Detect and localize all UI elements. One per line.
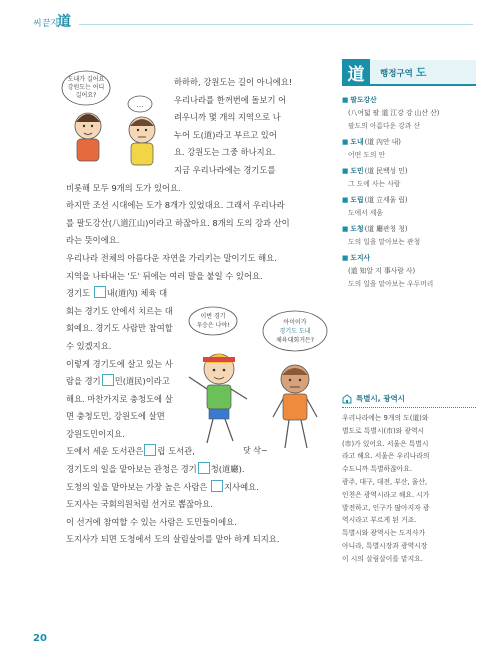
term-desc: 어떤 도의 안 bbox=[348, 151, 386, 159]
text-line: 요. 강원도는 그중 하나지요. bbox=[174, 147, 276, 158]
term-text: 도민 bbox=[350, 167, 364, 175]
text-line: 하하하, 강원도는 길이 아니에요! bbox=[174, 77, 293, 87]
glossary-list bbox=[342, 94, 476, 291]
bubble3-line2: 우승은 나야! bbox=[196, 322, 230, 329]
glossary-label bbox=[380, 64, 427, 80]
info-line: 광주, 대구, 대전, 부산, 울산, bbox=[342, 477, 428, 486]
glossary-hanja: 道 bbox=[342, 59, 370, 85]
text-line: 지역을 나타내는 '도' 뒤에는 여러 말을 붙일 수 있어요. bbox=[66, 270, 263, 281]
text-line: 려우니까 몇 개의 지역으로 나 bbox=[174, 112, 281, 123]
sports-illustration bbox=[183, 303, 333, 463]
bullet-icon: ■ bbox=[342, 254, 349, 262]
info-line: 우리나라에는 9개의 도(道)와 bbox=[342, 414, 429, 422]
blank-box[interactable] bbox=[94, 286, 106, 298]
term-desc: 그 도에 사는 사람 bbox=[348, 180, 401, 188]
text-fragment: 경기도의 일을 맡아보는 관청은 경기 bbox=[66, 464, 197, 475]
blank-box[interactable] bbox=[198, 462, 210, 474]
bullet-icon: ■ bbox=[342, 167, 349, 175]
term-text: 도지사 bbox=[350, 254, 371, 262]
info-box-text bbox=[342, 412, 476, 566]
bubble2-text: … bbox=[136, 101, 144, 109]
text-fragment: 립 도서관, bbox=[157, 446, 195, 457]
bubble3-line1: 이번 경기 bbox=[200, 313, 226, 320]
info-line: 역시라고 부르게 된 거죠. bbox=[342, 516, 417, 525]
term-hanja: (道 立세울 립) bbox=[364, 196, 408, 204]
text-line: 수 있겠지요. bbox=[66, 340, 112, 351]
glossary-term bbox=[342, 94, 476, 107]
text-fragment: 청(道廳). bbox=[210, 464, 245, 475]
glossary-term bbox=[342, 194, 476, 207]
info-line: 수도니까 특별하잖아요. bbox=[342, 465, 412, 474]
glossary-term bbox=[342, 223, 476, 236]
bullet-icon: ■ bbox=[342, 196, 349, 204]
info-box-title-text: 특별시, 광역시 bbox=[356, 394, 405, 403]
blank-box[interactable] bbox=[144, 444, 156, 456]
info-line: 특별시와 광역시는 도지사가 bbox=[342, 529, 426, 538]
glossary-item bbox=[342, 223, 476, 249]
cartoon-sports-day bbox=[183, 303, 333, 463]
term-desc: 도에서 세움 bbox=[348, 209, 383, 217]
text-fragment: 경기도 bbox=[66, 288, 91, 299]
glossary-item bbox=[342, 165, 476, 191]
text-line: 도지사가 되면 도청에서 도의 살림살이를 맡아 하게 되지요. bbox=[66, 534, 280, 545]
text-line: 누어 도(道)라고 부르고 있어 bbox=[174, 129, 277, 140]
glossary-item bbox=[342, 194, 476, 220]
text-fragment: 내(道內) 체육 대 bbox=[106, 288, 168, 299]
term-desc: 팔도의 아름다운 강과 산 bbox=[348, 122, 421, 130]
header-label: 씨끝자 bbox=[33, 19, 60, 29]
glossary-label-text: 행정구역 bbox=[380, 69, 413, 79]
term-hanja: (道 內안 내) bbox=[364, 138, 401, 146]
text-line: 해요. 마찬가지로 충청도에 살 bbox=[66, 393, 173, 404]
term-desc: 도의 일을 맡아보는 우두머리 bbox=[348, 280, 434, 288]
glossary-item bbox=[342, 252, 476, 291]
bubble4-line2: 경기도 도내 bbox=[279, 328, 311, 335]
glossary-item bbox=[342, 136, 476, 162]
blank-box[interactable] bbox=[102, 374, 114, 386]
glossary-term bbox=[342, 136, 476, 149]
term-text: 팔도강산 bbox=[350, 96, 377, 104]
text-line bbox=[66, 479, 334, 497]
blank-box[interactable] bbox=[211, 480, 223, 492]
glossary-label-accent: 도 bbox=[415, 66, 427, 79]
bubble1-line3: 길어요? bbox=[75, 92, 97, 99]
info-box bbox=[342, 390, 476, 566]
text-fragment: 람을 경기 bbox=[66, 376, 101, 387]
term-hanja: (道 民백성 민) bbox=[364, 167, 408, 175]
bubble4-line3: 체육대회거든? bbox=[276, 337, 314, 344]
info-line: 이 시의 살림살이를 맡지요. bbox=[342, 554, 423, 563]
text-line: 를 팔도강산(八道江山)이라고 하잖아요. 8개의 도의 강과 산이 bbox=[66, 217, 290, 228]
term-text: 도립 bbox=[350, 196, 364, 204]
text-fragment: 민(道民)이라고 bbox=[114, 376, 170, 387]
text-fragment: 지사예요. bbox=[224, 481, 259, 492]
text-line bbox=[66, 285, 231, 303]
glossary-item bbox=[342, 94, 476, 133]
info-line: 라고 해요. 서울은 우리나라의 bbox=[342, 452, 430, 461]
sound-effect: 닷 삭~ bbox=[243, 446, 268, 455]
text-line: 이렇게 경기도에 살고 있는 사 bbox=[66, 358, 173, 369]
glossary-term bbox=[342, 165, 476, 178]
term-hanja: (八여덟 팔 道 江강 강 山산 산) bbox=[348, 109, 440, 117]
text-line: 강원도민이지요. bbox=[66, 428, 125, 439]
text-line: 라는 뜻이에요. bbox=[66, 235, 120, 246]
info-line: (市)가 있어요. 서울은 특별시 bbox=[342, 439, 429, 448]
text-line: 회예요. 경기도 사람만 참여할 bbox=[66, 323, 173, 334]
header-hanja: 道 bbox=[57, 14, 71, 30]
bubble1-line2: 강원도는 어디 bbox=[67, 84, 105, 91]
text-line: 우리나라 전체의 아름다운 자연을 가리키는 말이기도 해요. bbox=[66, 252, 277, 263]
bullet-icon: ■ bbox=[342, 138, 349, 146]
term-desc: 도의 일을 맡아보는 관청 bbox=[348, 238, 421, 246]
glossary-term bbox=[342, 252, 476, 265]
text-line: 지금 우리나라에는 경기도를 bbox=[174, 164, 276, 175]
bullet-icon: ■ bbox=[342, 96, 349, 104]
bubble4-line1: 아이이가 bbox=[283, 319, 307, 326]
term-hanja: (道 廳관청 청) bbox=[364, 225, 408, 233]
glossary-title bbox=[342, 60, 476, 86]
text-line: 우리나라를 한꺼번에 돌보기 어 bbox=[174, 94, 287, 105]
term-text: 도내 bbox=[350, 138, 364, 146]
page-number: 20 bbox=[33, 633, 47, 644]
glossary-sidebar bbox=[342, 60, 476, 294]
text-line: 비롯해 모두 9개의 도가 있어요. bbox=[66, 182, 181, 193]
text-line: 면 충청도민, 강원도에 살면 bbox=[66, 411, 165, 422]
text-line: 이 선거에 참여할 수 있는 사람은 도민들이에요. bbox=[66, 516, 237, 527]
text-fragment: 도에서 세운 도서관은 bbox=[66, 446, 144, 457]
text-fragment: 도청의 일을 맡아보는 가장 높은 사람은 bbox=[66, 481, 208, 492]
text-line: 회는 경기도 안에서 치르는 대 bbox=[66, 305, 173, 316]
page-header bbox=[33, 10, 473, 32]
info-line: 아니라, 특별시장과 광역시장 bbox=[342, 541, 428, 550]
text-line: 하지만 조선 시대에는 도가 8개가 있었대요. 그래서 우리나라 bbox=[66, 200, 285, 211]
info-box-title bbox=[342, 390, 476, 408]
header-rule bbox=[79, 24, 473, 25]
intro-paragraph bbox=[66, 74, 334, 180]
building-icon bbox=[342, 394, 352, 404]
text-line: 도지사는 국회의원처럼 선거로 뽑잖아요. bbox=[66, 499, 213, 510]
bullet-icon: ■ bbox=[342, 225, 349, 233]
info-line: 별도로 특별시(市)와 광역시 bbox=[342, 426, 425, 435]
term-text: 도청 bbox=[350, 225, 364, 233]
term-hanja: (道 知알 지 事사람 사) bbox=[348, 267, 416, 275]
info-line: 인천은 광역시라고 해요. 시가 bbox=[342, 490, 430, 499]
text-line bbox=[66, 461, 334, 479]
bubble1-line1: 도내가 길어요 bbox=[67, 76, 105, 83]
info-line: 발전하고, 인구가 많아지자 광 bbox=[342, 503, 430, 512]
history-paragraph bbox=[66, 180, 334, 286]
